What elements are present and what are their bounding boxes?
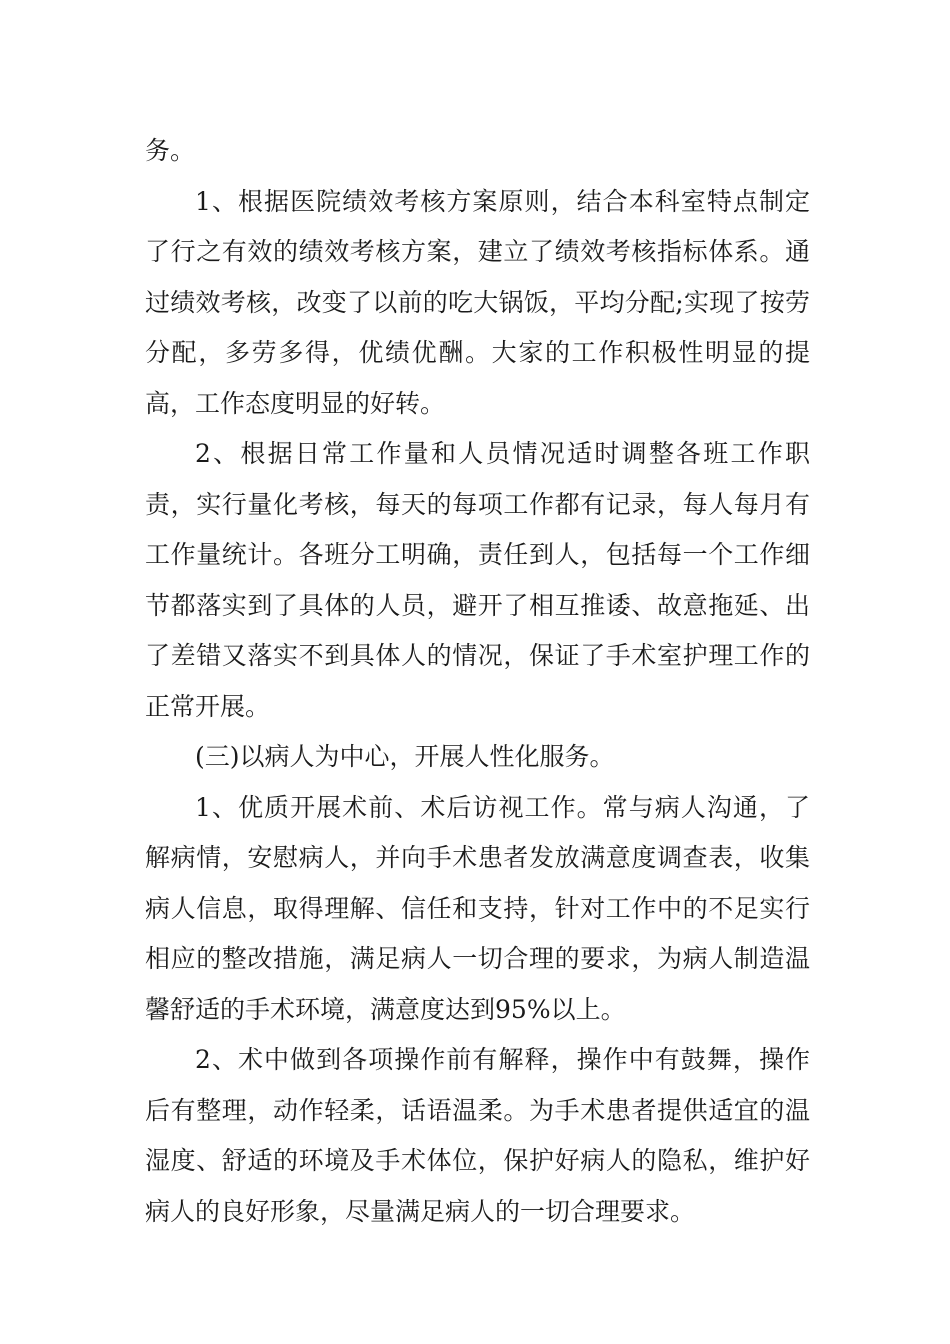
paragraph-duty-adjustment: 2、根据日常工作量和人员情况适时调整各班工作职责，实行量化考核，每天的每项工作都有记录，每人每月有工作量统计。各班分工明确，责任到人，包括每一个工作细节都落实到了具体的人员，避开了相互推诿、故意拖延、出了差错又落实不到具体人的情况，保证了手术室护理工作的正常开展。 xyxy=(145,439,810,721)
section-heading-patient-centered: (三)以病人为中心，开展人性化服务。 xyxy=(195,742,615,771)
paragraph-performance-assessment: 1、根据医院绩效考核方案原则，结合本科室特点制定了行之有效的绩效考核方案，建立了绩效考核指标体系。通过绩效考核，改变了以前的吃大锅饭，平均分配;实现了按劳分配，多劳多得，优绩优酬。大家的工作积极性明显的提高，工作态度明显的好转。 xyxy=(145,186,810,418)
paragraph-pre-post-visits: 1、优质开展术前、术后访视工作。常与病人沟通，了解病情，安慰病人，并向手术患者发放满意度调查表，收集病人信息，取得理解、信任和支持，针对工作中的不足实行相应的整改措施，满足病人一切合理的要求，为病人制造温馨舒适的手术环境，满意度达到95%以上。 xyxy=(145,792,810,1024)
paragraph-intraoperative-care: 2、术中做到各项操作前有解释，操作中有鼓舞，操作后有整理，动作轻柔，话语温柔。为手术患者提供适宜的温湿度、舒适的环境及手术体位，保护好病人的隐私，维护好病人的良好形象，尽量满足病人的一切合理要求。 xyxy=(145,1045,810,1226)
document-body xyxy=(145,126,810,1237)
paragraph-continuation: 务。 xyxy=(145,136,196,165)
